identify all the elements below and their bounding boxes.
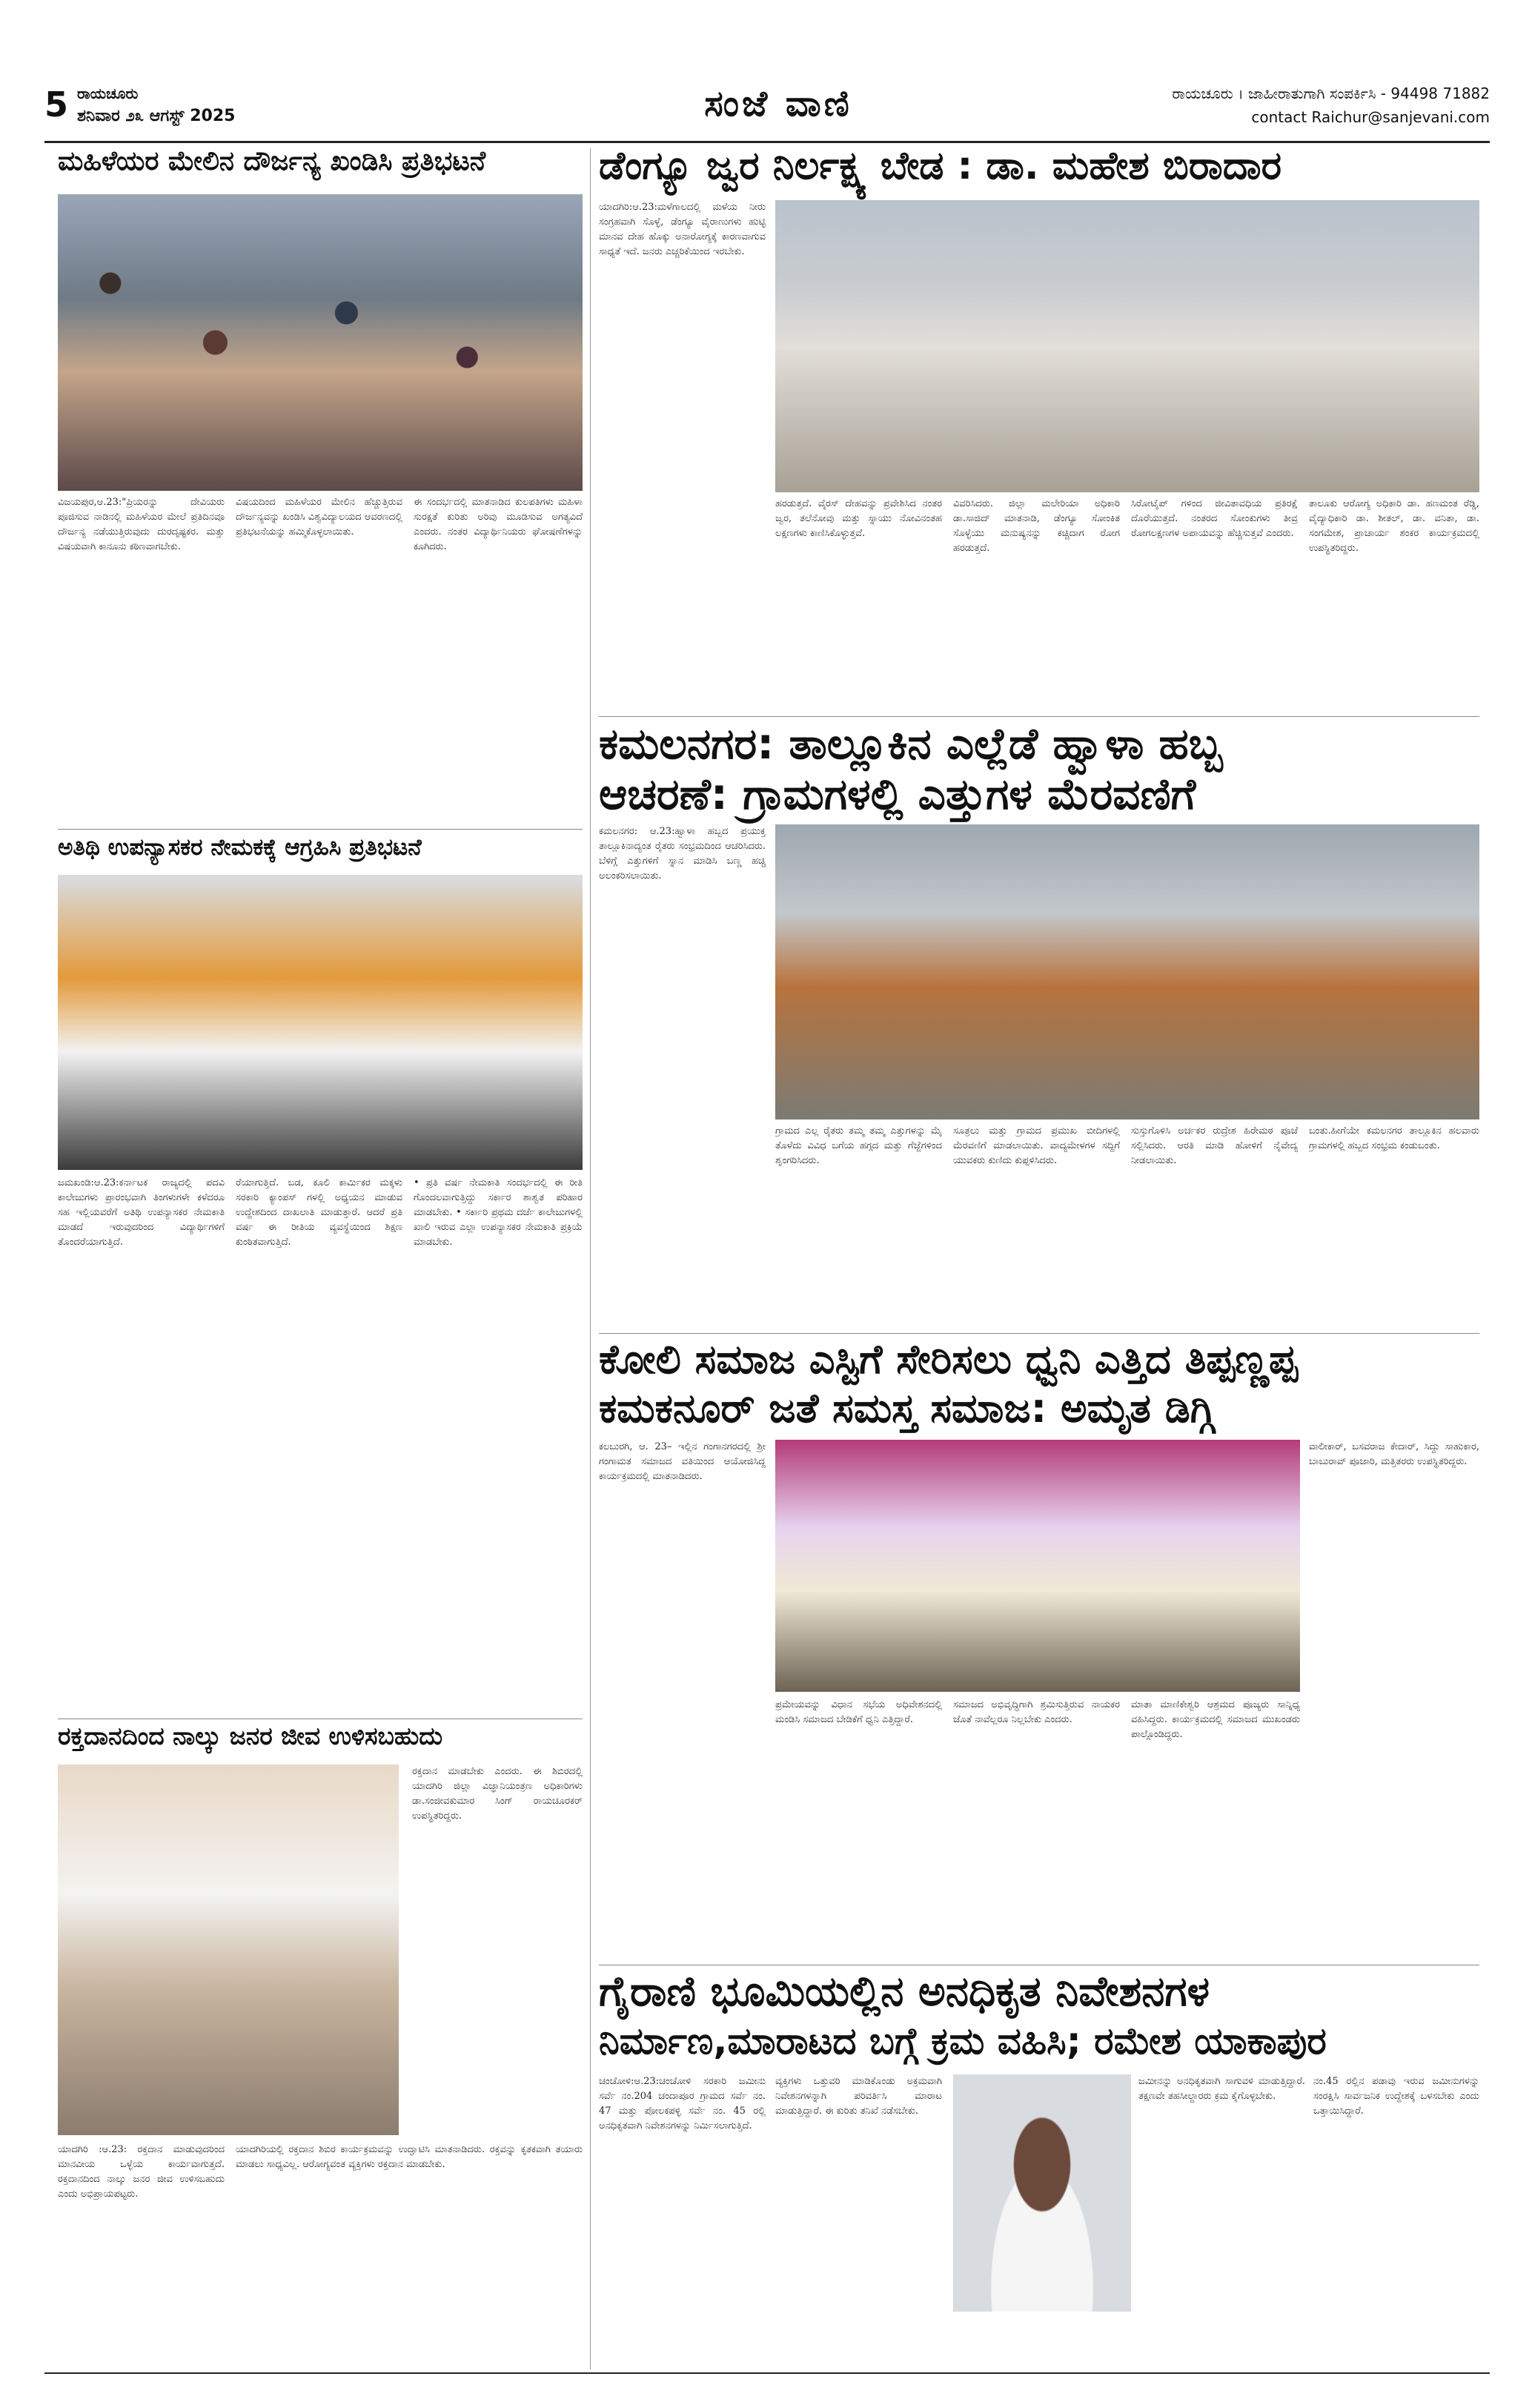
guest-lecturers-headline: ಅತಿಥಿ ಉಪನ್ಯಾಸಕರ ನೇಮಕಕ್ಕೆ ಆಗ್ರಹಿಸಿ ಪ್ರತಿಭಟನೆ: [58, 834, 422, 861]
hawala-col-4: ಬಂತು.ಹೀಗೆಯೇ ಕಮಲನಗರ ತಾಲ್ಲೂಕಿನ ಹಲವಾರು ಗ್ರಾಮಗಳಲ್ಲಿ ಹಬ್ಬದ ಸಂಭ್ರಮ ಕಂಡುಬಂತು.: [1309, 1125, 1479, 1151]
women-protest-photo: [58, 194, 583, 491]
dengue-headline: ಡೆಂಗ್ಯೂ ಜ್ವರ ನಿರ್ಲಕ್ಷ್ಯ ಬೇಡ : ಡಾ. ಮಹೇಶ ಬಿರಾದಾರ: [599, 144, 1282, 188]
women-protest-headline: ಮಹಿಳೆಯರ ಮೇಲಿನ ದೌರ್ಜನ್ಯ ಖಂಡಿಸಿ ಪ್ರತಿಭಟನೆ: [58, 146, 486, 176]
divider: [58, 829, 583, 830]
dengue-col-1: ಹರಡುತ್ತದೆ. ವೈರಸ್ ದೇಹವನ್ನು ಪ್ರವೇಶಿಸಿದ ನಂತರ ಜ್ವರ, ತಲೆನೋವು ಮತ್ತು ಸ್ನಾಯು ನೋವಿನಂತಹ ಲಕ್ಷಣಗಳು ಕಾಣಿಸಿಕೊಳ್ಳುತ್ತವೆ.: [775, 498, 942, 539]
divider: [599, 1333, 1479, 1334]
dengue-col-3: ಸಿರೋಟೈಪ್ ಗಳಿಂದ ಜೀವಿತಾವಧಿಯ ಪ್ರತಿರಕ್ಷೆ ದೊರೆಯುತ್ತದೆ. ನಂತರದ ಸೋಂಕುಗಳು ತೀವ್ರ ರೋಗಲಕ್ಷಣಗಳ ಅಪಾಯವನ್ನು ಹೆಚ್ಚಿಸುತ್ತವೆ ಎಂದರು.: [1131, 498, 1298, 539]
header-contact: contact Raichur@sanjevani.com: [1251, 108, 1490, 126]
hawala-col-2: ಸೂತ್ರಲು ಮತ್ತು ಗ್ರಾಮದ ಪ್ರಮುಖ ಬೀದಿಗಳಲ್ಲಿ ಮೆರವಣಿಗೆ ಮಾಡಲಾಯಿತು. ವಾದ್ಯಮೇಳಗಳ ಸದ್ದಿಗೆ ಯುವಕರು ಕುಣಿದು ಕುಪ್ಪಳಿಸಿದರು.: [953, 1125, 1120, 1166]
gairani-headline-line-2: ನಿರ್ಮಾಣ,ಮಾರಾಟದ ಬಗ್ಗೆ ಕ್ರಮ ವಹಿಸಿ; ರಮೇಶ ಯಾಕಾಪುರ: [599, 2020, 1327, 2063]
women-protest-col-1: ವಿಜಯಪುರ,ಆ.23:"ಪ್ರಿಯರನ್ನು ದೇವಿಯರು ಪೂಜಿಸುವ ನಾಡಿನಲ್ಲಿ ಮಹಿಳೆಯರ ಮೇಲೆ ಪ್ರತಿದಿನವೂ ದೌರ್ಜನ್ಯ ನಡೆಯುತ್ತಿರುವುದು ದುರದೃಷ್ಟಕರ. ಮತ್ತು ವಿಷಯವಾಗಿ ಕಾನೂನು ಕಠಿಣವಾಗಬೇಕು.: [58, 497, 225, 552]
koli-col-2: ಸಮಾಜದ ಅಭಿವೃದ್ಧಿಗಾಗಿ ಶ್ರಮಿಸುತ್ತಿರುವ ನಾಯಕರ ಜೊತೆ ನಾವೆಲ್ಲರೂ ನಿಲ್ಲಬೇಕು ಎಂದರು.: [953, 1699, 1120, 1725]
guest-lecturers-col-3: • ಪ್ರತಿ ವರ್ಷ ನೇಮಕಾತಿ ಸಂದರ್ಭದಲ್ಲಿ ಈ ರೀತಿ ಗೊಂದಲವಾಗುತ್ತಿದ್ದು ಸರ್ಕಾರ ಶಾಶ್ವತ ಪರಿಹಾರ ಮಾಡಬೇಕು. • ಸರ್ಕಾರಿ ಪ್ರಥಮ ದರ್ಜೆ ಕಾಲೇಜುಗಳಲ್ಲಿ ಖಾಲಿ ಇರುವ ಎಲ್ಲಾ ಉಪನ್ಯಾಸಕರ ನೇಮಕಾತಿ ಪ್ರಕ್ರಿಯೆ ಮಾಡಬೇಕು.: [414, 1177, 583, 1248]
hawala-headline-line-1: ಕಮಲನಗರ: ತಾಲ್ಲೂಕಿನ ಎಲ್ಲೆಡೆ ಹ್ವಾಳಾ ಹಬ್ಬ: [599, 718, 1223, 769]
hawala-col-3: ಸುಸ್ತುಗೊಳಿಸಿ ಅರ್ಚಕರ ರುದ್ರೇಶ ಹಿರೇಮಠ ಪೂಜೆ ಸಲ್ಲಿಸಿದರು. ಆರತಿ ಮಾಡಿ ಹೋಳಿಗೆ ನೈವೇದ್ಯ ನೀಡಲಾಯಿತು.: [1131, 1125, 1298, 1166]
koli-headline-line-1: ಕೋಲಿ ಸಮಾಜ ಎಸ್ಟಿಗೆ ಸೇರಿಸಲು ಧ್ವನಿ ಎತ್ತಿದ ತಿಪ್ಪಣ್ಣಪ್ಪ: [599, 1336, 1298, 1383]
guest-lecturers-photo: [58, 875, 583, 1170]
blood-donation-col-a: ಯಾದಗಿರಿ :ಆ.23: ರಕ್ತದಾನ ಮಾಡುವುದರಿಂದ ಮಾನವೀಯ ಒಳ್ಳೆಯ ಕಾರ್ಯವಾಗುತ್ತದೆ. ರಕ್ತದಾನದಿಂದ ನಾಲ್ಕು ಜನರ ಜೀವ ಉಳಿಸಬಹುದು ಎಂದು ಅಭಿಪ್ರಾಯಪಟ್ಟರು.: [58, 2144, 225, 2200]
dengue-col-4: ತಾಲೂಕು ಆರೋಗ್ಯ ಅಧಿಕಾರಿ ಡಾ. ಹಣಮಂತ ರೆಡ್ಡಿ, ವೈದ್ಯಾಧಿಕಾರಿ ಡಾ. ಶೀತಲ್, ಡಾ. ವನಿತಾ, ಡಾ. ಸಂಗಮೇಶ, ಪ್ರಾಚಾರ್ಯ ಶಂಕರ ಕಾರ್ಯಕ್ರಮದಲ್ಲಿ ಉಪಸ್ಥಿತರಿದ್ದರು.: [1309, 498, 1479, 554]
footer-rule: [44, 2372, 1490, 2374]
hawala-col-1: ಗ್ರಾಮದ ಎಲ್ಲ ರೈತರು ತಮ್ಮ ತಮ್ಮ ಎತ್ತುಗಳನ್ನು ಮೈ ತೊಳೆದು ವಿವಿಧ ಬಗೆಯ ಹಗ್ಗದ ಮತ್ತು ಗೆಜ್ಜೆಗಳಿಂದ ಶೃಂಗರಿಸಿದರು.: [775, 1125, 942, 1166]
gairani-col-2: ವ್ಯಕ್ತಿಗಳು ಒತ್ತುವರಿ ಮಾಡಿಕೊಂಡು ಅಕ್ರಮವಾಗಿ ನಿವೇಶನಗಳನ್ನಾಗಿ ಪರಿವರ್ತಿಸಿ ಮಾರಾಟ ಮಾಡುತ್ತಿದ್ದಾರೆ. ಈ ಕುರಿತು ತನಿಖೆ ನಡೆಸಬೇಕು.: [775, 2076, 942, 2117]
guest-lecturers-col-2: ರೆಯಾಗುತ್ತಿದೆ. ಬಡ, ಕೂಲಿ ಕಾರ್ಮಿಕರ ಮಕ್ಕಳು ಸರಕಾರಿ ಕ್ಯಾಂಪಸ್ ಗಳಲ್ಲಿ ಅಧ್ಯಯನ ಮಾಡುವ ಉದ್ದೇಶದಿಂದ ದಾಖಲಾತಿ ಮಾಡುತ್ತಾರೆ. ಆದರೆ ಪ್ರತಿ ವರ್ಷ ಈ ರೀತಿಯ ವ್ಯವಸ್ಥೆಯಿಂದ ಶಿಕ್ಷಣ ಕುಂಠಿತವಾಗುತ್ತಿದೆ.: [236, 1177, 402, 1248]
koli-col-side: ಕಲಬುರಗಿ, ಆ. 23– ಇಲ್ಲಿನ ಗಂಗಾನಗರದಲ್ಲಿ ಶ್ರೀ ಗಂಗಾಮತ ಸಮಾಜದ ವತಿಯಿಂದ ಆಯೋಜಿಸಿದ್ದ ಕಾರ್ಯಕ್ರಮದಲ್ಲಿ ಮಾತನಾಡಿದರು.: [599, 1441, 766, 1482]
header-tagline: ರಾಯಚೂರು । ಜಾಹೀರಾತುಗಾಗಿ ಸಂಪರ್ಕಿಸಿ - 94498 71882: [1172, 85, 1490, 102]
blood-donation-col-1: ರಕ್ತದಾನ ಮಾಡಬೇಕು ಎಂದರು. ಈ ಶಿಬಿರದಲ್ಲಿ ಯಾದಗಿರಿ ಜಿಲ್ಲಾ ವಿಜ್ಞಾನಿಯಂತ್ರಣ ಅಧಿಕಾರಿಗಳು ಡಾ.ಸಂಜೀವಕುಮಾರ ಸಿಂಗ್ ರಾಯಚೂರಕರ್ ಉಪಸ್ಥಿತರಿದ್ದರು.: [412, 1766, 583, 1822]
blood-donation-headline: ರಕ್ತದಾನದಿಂದ ನಾಲ್ಕು ಜನರ ಜೀವ ಉಳಿಸಬಹುದು: [58, 1721, 443, 1750]
masthead-title: ಸಂಜೆ ವಾಣಿ: [704, 82, 852, 125]
header-city: ರಾಯಚೂರು: [77, 85, 139, 102]
page-number: 5: [44, 85, 69, 125]
women-protest-col-2: ವಿಷಯದಿಂದ ಮಹಿಳೆಯರ ಮೇಲಿನ ಹೆಚ್ಚುತ್ತಿರುವ ದೌರ್ಜನ್ಯವನ್ನು ಖಂಡಿಸಿ ವಿಶ್ವವಿದ್ಯಾಲಯದ ಆವರಣದಲ್ಲಿ ಪ್ರತಿಭಟನೆಯನ್ನು ಹಮ್ಮಿಕೊಳ್ಳಲಾಯಿತು.: [236, 497, 402, 538]
koli-headline-line-2: ಕಮಕನೂರ್ ಜತೆ ಸಮಸ್ತ ಸಮಾಜ: ಅಮೃತ ಡಿಗ್ಗಿ: [599, 1385, 1215, 1432]
guest-lecturers-col-1: ಜಮಖಂಡಿ:ಆ.23:ಕರ್ನಾಟಕ ರಾಜ್ಯದಲ್ಲಿ ಪದವಿ ಕಾಲೇಜುಗಳು ಪ್ರಾರಂಭವಾಗಿ ತಿಂಗಳುಗಳೇ ಕಳೆದರೂ ಸಹ ಇಲ್ಲಿಯವರೆಗೆ ಅತಿಥಿ ಉಪನ್ಯಾಸಕರ ನೇಮಕಾತಿ ಮಾಡದೆ ಇರುವುದರಿಂದ ವಿದ್ಯಾರ್ಥಿಗಳಿಗೆ ತೊಂದರೆಯಾಗುತ್ತಿದೆ.: [58, 1177, 225, 1248]
blood-donation-photo: [58, 1764, 399, 2135]
blood-donation-col-b: ಯಾದಗಿರಿಯಲ್ಲಿ ರಕ್ತದಾನ ಶಿಬಿರ ಕಾರ್ಯಕ್ರಮವನ್ನು ಉದ್ಘಾಟಿಸಿ ಮಾತನಾಡಿದರು. ರಕ್ತವನ್ನು ಕೃತಕವಾಗಿ ತಯಾರು ಮಾಡಲು ಸಾಧ್ಯವಿಲ್ಲ. ಆರೋಗ್ಯವಂತ ವ್ಯಕ್ತಿಗಳು ರಕ್ತದಾನ ಮಾಡಬೇಕು.: [236, 2144, 583, 2170]
koli-col-1: ಪ್ರಮೇಯವನ್ನು ವಿಧಾನ ಸಭೆಯ ಅಧಿವೇಶನದಲ್ಲಿ ಮಂಡಿಸಿ ಸಮಾಜದ ಬೇಡಿಕೆಗೆ ಧ್ವನಿ ಎತ್ತಿದ್ದಾರೆ.: [775, 1699, 942, 1725]
column-divider: [590, 148, 591, 2369]
divider: [599, 716, 1479, 717]
gairani-portrait-photo: [953, 2074, 1131, 2312]
page-header: [44, 80, 1490, 139]
hawala-col-side: ಕಮಲನಗರ: ಆ.23:ಹ್ವಾಳಾ ಹಬ್ಬದ ಪ್ರಯುಕ್ತ ತಾಲ್ಲೂಕಿನಾದ್ಯಂತ ರೈತರು ಸಂಭ್ರಮದಿಂದ ಆಚರಿಸಿದರು. ಬೆಳಿಗ್ಗೆ ಎತ್ತುಗಳಿಗೆ ಸ್ನಾನ ಮಾಡಿಸಿ ಬಣ್ಣ ಹಚ್ಚಿ ಅಲಂಕರಿಸಲಾಯಿತು.: [599, 826, 766, 882]
koli-photo: [775, 1440, 1300, 1692]
koli-col-3: ಮಾತಾ ಮಾಣಿಕೇಶ್ವರಿ ಆಶ್ರಮದ ಪೂಜ್ಯರು ಸಾನ್ನಿಧ್ಯ ವಹಿಸಿದ್ದರು. ಕಾರ್ಯಕ್ರಮದಲ್ಲಿ ಸಮಾಜದ ಮುಖಂಡರು ಪಾಲ್ಗೊಂಡಿದ್ದರು.: [1131, 1699, 1300, 1740]
gairani-col-3: ಜಮೀನನ್ನು ಅನಧಿಕೃತವಾಗಿ ಸಾಗುವಳಿ ಮಾಡುತ್ತಿದ್ದಾರೆ. ತಕ್ಷಣವೇ ತಹಸೀಲ್ದಾರರು ಕ್ರಮ ಕೈಗೊಳ್ಳಬೇಕು.: [1138, 2076, 1305, 2102]
dengue-photo: [775, 200, 1479, 492]
gairani-col-1: ಚಂಚೋಳಿ:ಆ.23:ಚಂಚೋಳಿ ಸರಕಾರಿ ಜಮೀನು ಸರ್ವೆ ನಂ.204 ಚಂದಾಪೂರ ಗ್ರಾಮದ ಸರ್ವೆ ನಂ. 47 ಮತ್ತು ಪೋಲಕಪಳ್ಳಿ ಸರ್ವೆ ನಂ. 45 ರಲ್ಲಿ ಅನಧಿಕೃತವಾಗಿ ನಿವೇಶನಗಳನ್ನು ನಿರ್ಮಿಸಲಾಗುತ್ತಿದೆ.: [599, 2076, 766, 2131]
dengue-col-side: ಯಾದಗಿರಿ:ಆ.23:ಮಳೆಗಾಲದಲ್ಲಿ ಮಳೆಯ ನೀರು ಸಂಗ್ರಹವಾಗಿ ಸೊಳ್ಳೆ, ಡೆಂಗ್ಯೂ ವೈರಾಣುಗಳು ಹುಟ್ಟಿ ಮಾನವ ದೇಹ ಹೊಕ್ಕು ಅನಾರೋಗ್ಯಕ್ಕೆ ಕಾರಣವಾಗುವ ಸಾಧ್ಯತೆ ಇದೆ. ಜನರು ಎಚ್ಚರಿಕೆಯಿಂದ ಇರಬೇಕು.: [599, 202, 766, 257]
gairani-headline-line-1: ಗೈರಾಣಿ ಭೂಮಿಯಲ್ಲಿನ ಅನಧಿಕೃತ ನಿವೇಶನಗಳ: [599, 1968, 1210, 2016]
women-protest-col-3: ಈ ಸಂದರ್ಭದಲ್ಲಿ ಮಾತನಾಡಿದ ಕುಲಪತಿಗಳು ಮಹಿಳಾ ಸುರಕ್ಷತೆ ಕುರಿತು ಅರಿವು ಮೂಡಿಸುವ ಅಗತ್ಯವಿದೆ ಎಂದರು. ನಂತರ ವಿದ್ಯಾರ್ಥಿನಿಯರು ಘೋಷಣೆಗಳನ್ನು ಕೂಗಿದರು.: [414, 497, 583, 552]
masthead-logo: [637, 80, 919, 128]
hawala-photo: [775, 824, 1479, 1119]
hawala-headline-line-2: ಆಚರಣೆ: ಗ್ರಾಮಗಳಲ್ಲಿ ಎತ್ತುಗಳ ಮೆರವಣಿಗೆ: [599, 769, 1196, 819]
header-rule: [44, 141, 1490, 143]
header-date: ಶನಿವಾರ ೨೩ ಆಗಸ್ಟ್ 2025: [77, 107, 236, 125]
dengue-col-2: ವಿವರಿಸಿದರು. ಜಿಲ್ಲಾ ಮಲೇರಿಯಾ ಅಧಿಕಾರಿ ಡಾ.ಸಾಜಿದ್ ಮಾತನಾಡಿ, ಡೆಂಗ್ಯೂ ಸೋಂಕಿತ ಸೊಳ್ಳೆಯು ಮನುಷ್ಯನನ್ನು ಕಚ್ಚಿದಾಗ ರೋಗ ಹರಡುತ್ತದೆ.: [953, 498, 1120, 554]
gairani-col-4: ನಂ.45 ರಲ್ಲಿನ ಪಡಾವು ಇರುವ ಜಮೀನುಗಳನ್ನು ಸಂರಕ್ಷಿಸಿ ಸಾರ್ವಜನಿಕ ಉದ್ದೇಶಕ್ಕೆ ಬಳಸಬೇಕು ಎಂದು ಒತ್ತಾಯಿಸಿದ್ದಾರೆ.: [1313, 2076, 1479, 2117]
koli-col-right: ವಾಲೀಕಾರ್, ಬಸವರಾಜ ಕೇದಾರ್, ಸಿದ್ದು ಸಾಹುಕಾರ, ಬಾಬುರಾವ್ ಪೂಜಾರಿ, ಮತ್ತಿತರರು ಉಪಸ್ಥಿತರಿದ್ದರು.: [1309, 1441, 1479, 1467]
